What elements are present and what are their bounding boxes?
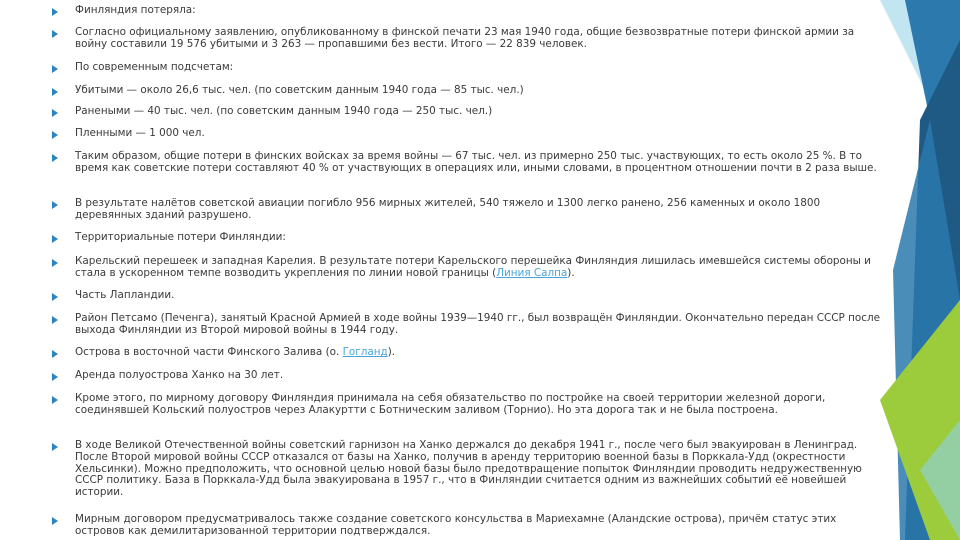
- bullet-arrow-icon: [52, 109, 58, 117]
- bullet-arrow-icon: [52, 30, 58, 38]
- item-text: Согласно официальному заявлению, опубликованному в финской печати 23 мая 1940 года, общие безвозвратные потери финской армии за войну составили 19 576 убитыми и 3 263 — пропавшими без вести. Итого — 22 839 человек.: [75, 26, 855, 50]
- bullet-arrow-icon: [52, 8, 58, 16]
- bullet-arrow-icon: [52, 373, 58, 381]
- item-text-before: Острова в восточной части Финского Залива (о.: [75, 346, 343, 358]
- item-text-after: ).: [567, 266, 575, 279]
- bullet-arrow-icon: [52, 443, 58, 451]
- bullet-arrow-icon: [52, 259, 58, 267]
- bullet-arrow-icon: [52, 235, 58, 243]
- item-text-after: ).: [387, 346, 396, 358]
- item-text: Часть Лапландии.: [75, 289, 175, 301]
- item-text: [75, 347, 887, 359]
- item-text: Мирным договором предусматривалось также создание советского консульства в Мариехамне (Аландские острова), причём статус этих островов как демилитаризованной территории подтверждался.: [75, 513, 837, 537]
- bullet-arrow-icon: [52, 293, 58, 301]
- item-text: Аренда полуострова Ханко на 30 лет.: [75, 369, 284, 381]
- item-text-before: Карельский перешеек и западная Карелия. В результате потери Карельского перешейка Финляндия лишилась имевшейся системы обороны и стала в ускоренном темпе возводить укрепления по линии новой границы (: [75, 255, 871, 279]
- bullet-arrow-icon: [52, 88, 58, 96]
- item-text: Финляндия потеряла:: [75, 4, 196, 16]
- bullet-arrow-icon: [52, 65, 58, 73]
- link-gogland[interactable]: Гогланд: [342, 346, 388, 358]
- bullet-arrow-icon: [52, 131, 58, 139]
- item-text: Кроме этого, по мирному договору Финляндия принимала на себя обязательство по постройке на своей территории железной дороги, соединявшей Кольский полуостров через Алакуртти с Ботническим заливом (Торнио). Но эта дорога так и не была построена.: [75, 392, 826, 416]
- bullet-arrow-icon: [52, 396, 58, 404]
- bullet-arrow-icon: [52, 316, 58, 324]
- bullet-arrow-icon: [52, 517, 58, 525]
- item-text: В ходе Великой Отечественной войны советский гарнизон на Ханко держался до декабря 1941 г., после чего был эвакуирован в Ленинград. После Второй мировой войны СССР отказался от базы на Ханко, получив в аренду территорию военной базы в Порккала-Удд (окрестности Хельсинки). Можно предположить, что основной целью новой базы было предотвращение попыток Финляндии проводить недружественную СССР политику. База в Порккала-Удд была эвакуирована в 1957 г., что в Финляндии считается одним из важнейших событий её новейшей истории.: [75, 439, 862, 499]
- bullet-arrow-icon: [52, 201, 58, 209]
- item-text: В результате налётов советской авиации погибло 956 мирных жителей, 540 тяжело и 1300 легко ранено, 256 каменных и около 1800 деревянных зданий разрушено.: [75, 197, 821, 221]
- item-text: По современным подсчетам:: [75, 61, 234, 73]
- item-text: Таким образом, общие потери в финских войсках за время войны — 67 тыс. чел. из примерно 250 тыс. участвующих, то есть около 25 %. В то время как советские потери составляют 40 % от участвующих в операциях или, иными словами, в процентном отношении почти в 2 раза выше.: [75, 150, 877, 174]
- item-text: Пленными — 1 000 чел.: [75, 127, 205, 139]
- item-text: Ранеными — 40 тыс. чел. (по советским данным 1940 года — 250 тыс. чел.): [75, 105, 493, 117]
- item-text: Убитыми — около 26,6 тыс. чел. (по советским данным 1940 года — 85 тыс. чел.): [75, 84, 524, 96]
- item-text: Территориальные потери Финляндии:: [75, 231, 286, 243]
- bullet-arrow-icon: [52, 154, 58, 162]
- bullet-arrow-icon: [52, 350, 58, 358]
- item-text: [75, 256, 887, 280]
- link-salpa-line[interactable]: Линия Салпа: [496, 266, 568, 279]
- item-text: Район Петсамо (Печенга), занятый Красной Армией в ходе войны 1939—1940 гг., был возвращён Финляндии. Окончательно передан СССР после выхода Финляндии из Второй мировой войны в 1944 году.: [75, 312, 880, 336]
